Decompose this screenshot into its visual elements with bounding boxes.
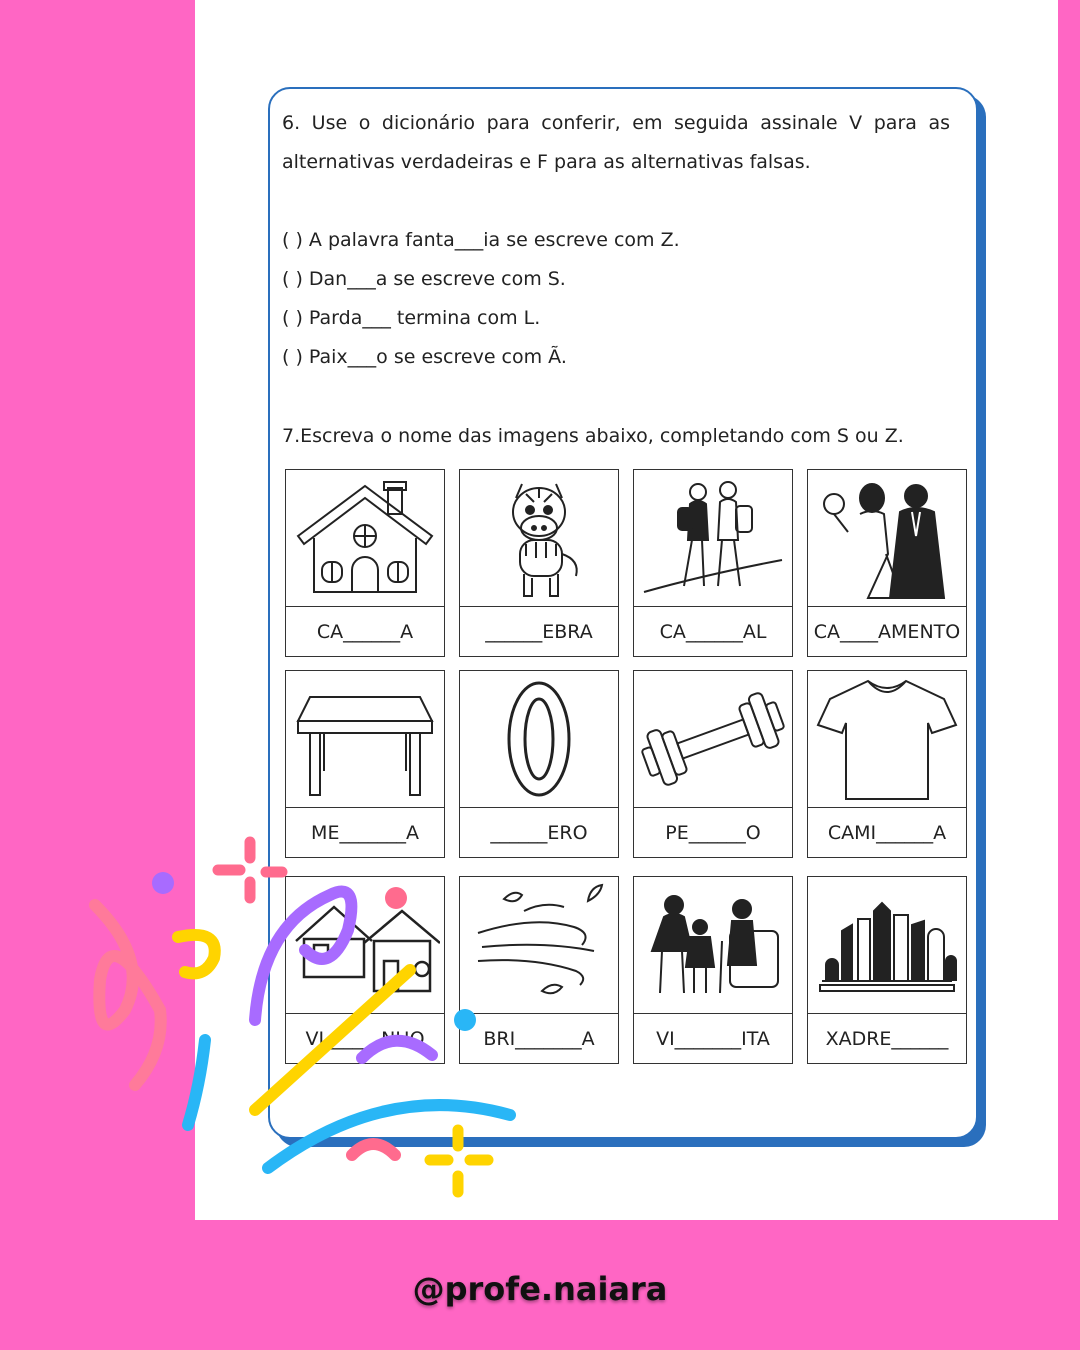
question-6-statements — [282, 221, 950, 377]
couple-walking-icon — [638, 474, 788, 602]
grid-cell-wind — [459, 876, 619, 1064]
word-to-complete: CA______A — [316, 621, 414, 643]
statement-item: ( ) Dan___a se escreve com S. — [282, 268, 566, 290]
word-to-complete: CA____AMENTO — [813, 621, 961, 643]
word-to-complete: CAMI______A — [827, 822, 947, 844]
grid-cell-chess — [807, 876, 967, 1064]
question-6-intro: 6. Use o dicionário para conferir, em seguida assinale V para as alternativas verdadeiras e F para as alternativas falsas. — [282, 112, 950, 173]
wind-icon — [464, 881, 614, 1009]
dumbbell-icon — [638, 675, 788, 803]
grid-cell-house — [285, 469, 445, 657]
word-to-complete: ME_______A — [311, 822, 419, 844]
word-to-complete: ______EBRA — [485, 621, 593, 643]
visit-icon — [638, 881, 788, 1009]
chess-icon — [812, 881, 962, 1009]
grid-cell-table — [285, 670, 445, 858]
word-to-complete: CA______AL — [659, 621, 767, 643]
grid-cell-dumbbell — [633, 670, 793, 858]
word-to-complete: VI______NHO — [305, 1028, 425, 1050]
statement-item: ( ) Parda___ termina com L. — [282, 307, 541, 329]
grid-cell-couple — [633, 469, 793, 657]
statement-item: ( ) Paix___o se escreve com Ã. — [282, 346, 567, 368]
word-to-complete: BRI_______A — [483, 1028, 595, 1050]
neighborhood-icon — [290, 881, 440, 1009]
grid-cell-visit — [633, 876, 793, 1064]
grid-cell-neighborhood — [285, 876, 445, 1064]
zero-icon — [464, 675, 614, 803]
tshirt-icon — [812, 675, 962, 803]
wedding-couple-icon — [812, 474, 962, 602]
grid-cell-zero — [459, 670, 619, 858]
word-to-complete: VI_______ITA — [656, 1028, 770, 1050]
house-icon — [290, 474, 440, 602]
question-7-title: 7.Escreva o nome das imagens abaixo, completando com S ou Z. — [282, 425, 904, 447]
word-to-complete: PE______O — [665, 822, 761, 844]
word-to-complete: ______ERO — [490, 822, 588, 844]
table-icon — [290, 675, 440, 803]
grid-cell-zebra — [459, 469, 619, 657]
zebra-icon — [464, 474, 614, 602]
grid-cell-wedding — [807, 469, 967, 657]
grid-cell-tshirt — [807, 670, 967, 858]
word-to-complete: XADRE______ — [825, 1028, 949, 1050]
image-word-grid — [285, 469, 970, 1069]
author-handle: @profe.naiara — [412, 1270, 668, 1308]
statement-item: ( ) A palavra fanta___ia se escreve com Z. — [282, 229, 680, 251]
